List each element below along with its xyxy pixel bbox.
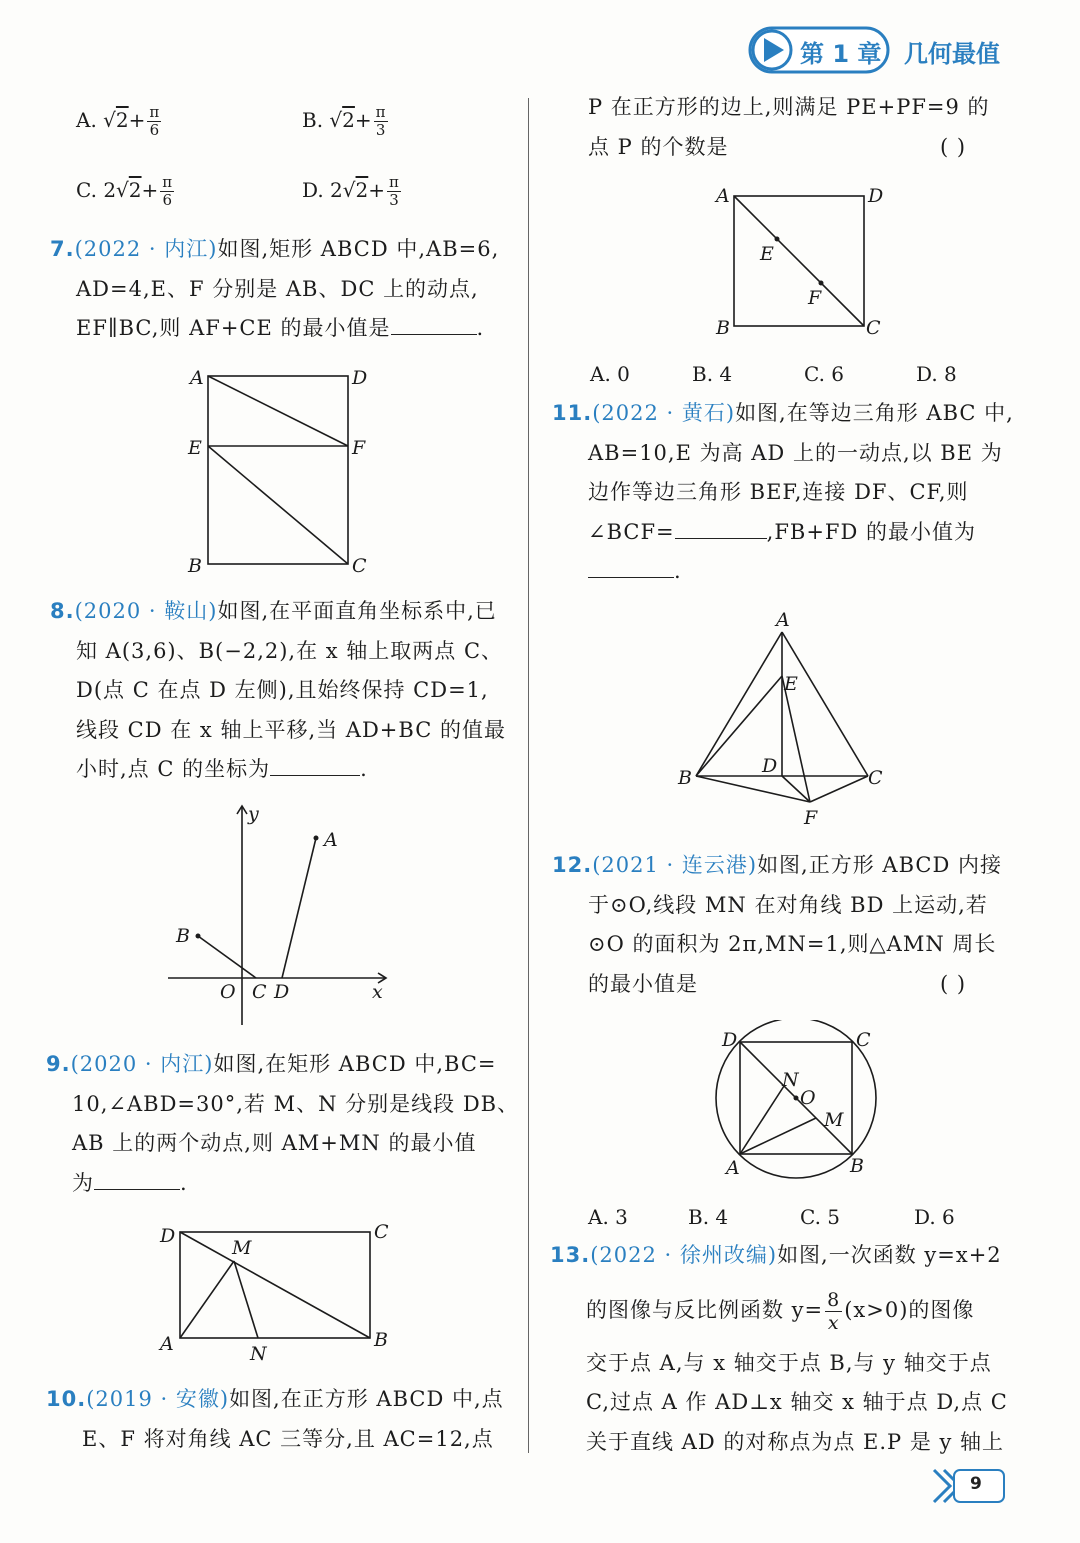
label-a: A <box>160 1333 174 1355</box>
q10-option-b: B. 4 <box>692 362 733 386</box>
label-a: A <box>716 185 730 207</box>
label-a: A <box>324 829 338 851</box>
question-11: 11.(2022 · 黄石)如图,在等边三角形 ABC 中, AB=10,E 为高 AD 上的一动点,以 BE 为 边作等边三角形 BEF,连接 DF、CF,则 ∠BCF= ,FB+FD 的最小值为 . <box>552 401 1014 583</box>
q13-line: 交于点 A,与 x 轴交于点 B,与 y 轴交于点 <box>586 1350 992 1375</box>
label-o: O <box>800 1087 816 1109</box>
q7-line: AD=4,E、F 分别是 AB、DC 上的动点, <box>76 276 479 301</box>
q8-line: 如图,在平面直角坐标系中,已 <box>217 599 497 623</box>
q8-figure <box>160 800 400 1030</box>
label-e: E <box>784 673 798 695</box>
q10-line: P 在正方形的边上,则满足 PE+PF=9 的 <box>588 95 990 119</box>
column-divider <box>528 98 529 1453</box>
question-9: 9.(2020 · 内江)如图,在矩形 ABCD 中,BC= 10,∠ABD=30°,若 M、N 分别是线段 DB、 AB 上的两个动点,则 AM+MN 的最小值 为 . <box>46 1052 520 1195</box>
label-a: A <box>726 1157 740 1179</box>
chapter-title: 几何最值 <box>904 40 1000 68</box>
page-number: 9 <box>970 1474 982 1494</box>
label-f: F <box>804 807 818 829</box>
q11-line: AB=10,E 为高 AD 上的一动点,以 BE 为 <box>588 440 1003 465</box>
q11-figure <box>670 606 890 832</box>
answer-blank <box>270 751 360 776</box>
question-7: 7.(2022 · 内江)如图,矩形 ABCD 中,AB=6, AD=4,E、F 分别是 AB、DC 上的动点, EF∥BC,则 AF+CE 的最小值是 . <box>50 237 500 340</box>
label-b: B <box>176 925 190 947</box>
q12-source: (2021 · 连云港) <box>592 853 758 877</box>
q6-option-c: C. 2√2+ $\frac{\pi}{6}$ <box>76 173 173 209</box>
label-c: C <box>352 555 367 577</box>
q8-line: 线段 CD 在 x 轴上平移,当 AD+BC 的值最 <box>76 717 506 742</box>
q7-line: 如图,矩形 ABCD 中,AB=6, <box>217 237 500 261</box>
label-d: D <box>352 367 368 389</box>
q11-number: 11. <box>552 401 593 425</box>
q10-option-a: A. 0 <box>590 362 630 386</box>
q9-line: 如图,在矩形 ABCD 中,BC= <box>213 1052 497 1076</box>
q10-number: 10. <box>46 1387 87 1411</box>
label-b: B <box>716 317 730 339</box>
q13-source: (2022 · 徐州改编) <box>590 1243 778 1267</box>
label-d: D <box>160 1225 176 1247</box>
q10-option-c: C. 6 <box>804 362 845 386</box>
q10-line: E、F 将对角线 AC 三等分,且 AC=12,点 <box>82 1426 494 1451</box>
q9-figure <box>156 1218 396 1368</box>
label-y: y <box>248 803 259 825</box>
q6-option-a: A. √2+ $\frac{\pi}{6}$ <box>76 103 160 139</box>
answer-blank <box>675 514 767 539</box>
label-b: B <box>850 1155 864 1177</box>
q6-option-d: D. 2√2+ $\frac{\pi}{3}$ <box>302 173 399 209</box>
question-12 <box>552 846 1002 1004</box>
q8-line: D(点 C 在点 D 左侧),且始终保持 CD=1, <box>76 678 489 702</box>
q11-line: ∠BCF= <box>588 519 675 544</box>
q13-number: 13. <box>550 1243 591 1267</box>
label-x: x <box>372 981 383 1003</box>
q10-figure <box>706 180 896 340</box>
q13-line: 如图,一次函数 y=x+2 <box>777 1243 1002 1267</box>
question-10-continued <box>588 88 1018 167</box>
label-m: M <box>232 1237 252 1259</box>
q13-line: 关于直线 AD 的对称点为点 E.P 是 y 轴上 <box>586 1429 1005 1454</box>
q11-line: 边作等边三角形 BEF,连接 DF、CF,则 <box>588 480 969 504</box>
q7-source: (2022 · 内江) <box>74 237 218 261</box>
chapter-label: 第 1 章 <box>800 40 882 68</box>
q7-figure <box>180 362 380 582</box>
label-n: N <box>250 1343 267 1365</box>
q12-option-b: B. 4 <box>688 1205 729 1229</box>
label-a: A <box>190 367 204 389</box>
label-b: B <box>374 1329 388 1351</box>
q13-line: C,过点 A 作 AD⊥x 轴交 x 轴于点 D,点 C <box>586 1390 1008 1414</box>
q8-line: 知 A(3,6)、B(−2,2),在 x 轴上取两点 C、 <box>76 638 504 663</box>
q9-source: (2020 · 内江) <box>70 1052 214 1076</box>
question-8: 8.(2020 · 鞍山)如图,在平面直角坐标系中,已 知 A(3,6)、B(−2,2),在 x 轴上取两点 C、 D(点 C 在点 D 左侧),且始终保持 CD=1, 线段 CD 在 x 轴上平移,当 AD+BC 的值最 小时,点 C 的坐标为 . <box>50 599 506 781</box>
q11-line: ,FB+FD 的最小值为 <box>766 519 977 544</box>
q12-line: ⊙O 的面积为 2π,MN=1,则△AMN 周长 <box>588 932 997 956</box>
q7-line: EF∥BC,则 AF+CE 的最小值是 <box>76 316 391 340</box>
q8-number: 8. <box>50 599 75 623</box>
answer-blank <box>588 553 674 578</box>
answer-paren: ( ) <box>940 134 967 159</box>
label-f: F <box>808 287 822 309</box>
q8-source: (2020 · 鞍山) <box>74 599 218 623</box>
q12-number: 12. <box>552 853 593 877</box>
q9-number: 9. <box>46 1052 71 1076</box>
label-b: B <box>678 767 692 789</box>
answer-blank <box>391 310 477 335</box>
q11-line: 如图,在等边三角形 ABC 中, <box>735 401 1014 425</box>
q13-line: (x>0)的图像 <box>844 1297 975 1322</box>
q10-option-d: D. 8 <box>916 362 957 386</box>
q10-line: 点 P 的个数是 <box>588 134 729 159</box>
q9-line: 为 <box>72 1170 94 1195</box>
label-c: C <box>868 767 883 789</box>
label-a: A <box>776 609 790 631</box>
label-d: D <box>274 981 290 1003</box>
q8-line: 小时,点 C 的坐标为 <box>76 757 271 781</box>
q10-line: 如图,在正方形 ABCD 中,点 <box>229 1387 504 1411</box>
q9-line: 10,∠ABD=30°,若 M、N 分别是线段 DB、 <box>72 1091 520 1116</box>
label-d: D <box>762 755 778 777</box>
answer-blank <box>94 1165 180 1190</box>
q7-number: 7. <box>50 237 75 261</box>
label-n: N <box>782 1069 799 1091</box>
label-m: M <box>824 1109 844 1131</box>
label-d: D <box>722 1029 738 1051</box>
q6-option-b: B. √2+ $\frac{\pi}{3}$ <box>302 103 386 139</box>
q12-figure <box>700 1020 900 1180</box>
label-e: E <box>760 243 774 265</box>
label-c: C <box>866 317 881 339</box>
q12-line: 如图,正方形 ABCD 内接 <box>757 853 1002 877</box>
label-d: D <box>868 185 884 207</box>
answer-paren: ( ) <box>940 971 967 996</box>
label-f: F <box>352 437 366 459</box>
q11-source: (2022 · 黄石) <box>592 401 736 425</box>
label-c: C <box>252 981 267 1003</box>
q13-line: 的图像与反比例函数 y= <box>586 1297 824 1322</box>
q12-option-d: D. 6 <box>914 1205 955 1229</box>
question-13 <box>550 1236 1008 1462</box>
label-b: B <box>188 555 202 577</box>
label-c: C <box>856 1029 871 1051</box>
q12-line: 于⊙O,线段 MN 在对角线 BD 上运动,若 <box>588 892 988 917</box>
q12-option-c: C. 5 <box>800 1205 841 1229</box>
q9-line: AB 上的两个动点,则 AM+MN 的最小值 <box>72 1131 477 1155</box>
question-10 <box>46 1380 504 1459</box>
q12-line: 的最小值是 <box>588 971 698 996</box>
label-o: O <box>220 981 236 1003</box>
label-c: C <box>374 1221 389 1243</box>
q12-option-a: A. 3 <box>588 1205 628 1229</box>
chapter-header <box>748 24 1018 76</box>
q10-source: (2019 · 安徽) <box>86 1387 230 1411</box>
q13-fraction: $\frac{8}{x}$ <box>827 1288 841 1334</box>
label-e: E <box>188 437 202 459</box>
